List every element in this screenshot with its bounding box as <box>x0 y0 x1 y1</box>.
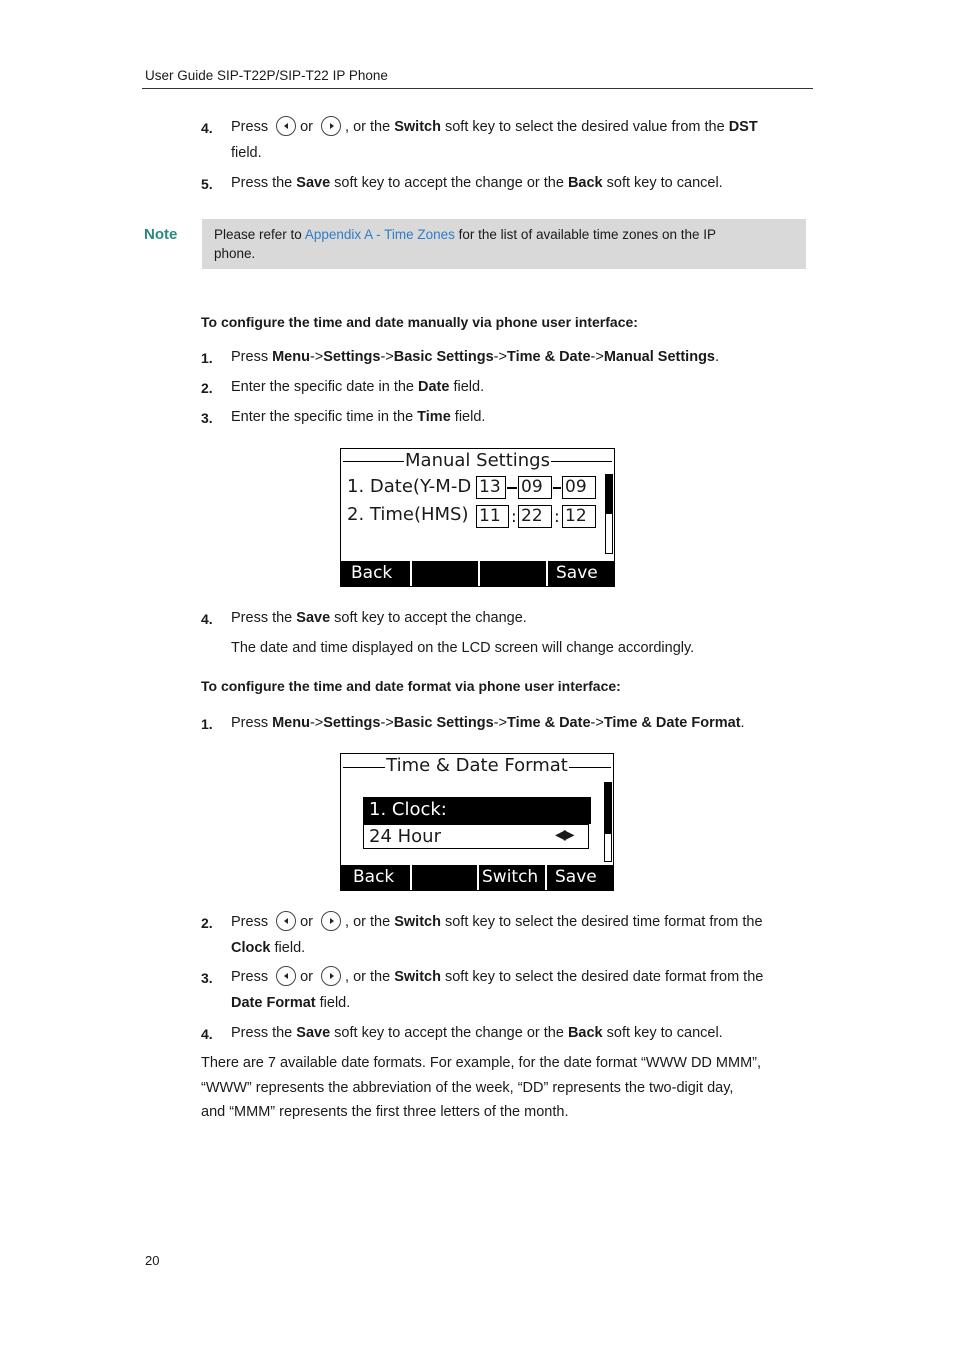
time-minute-field[interactable]: 22 <box>518 505 552 528</box>
back-softkey[interactable]: Back <box>353 867 395 887</box>
right-navigation-key-icon <box>321 966 341 986</box>
menu-path-arrow: -> <box>493 715 507 731</box>
step-text-b: soft key to accept the change or the <box>330 175 568 191</box>
date-keyword: Date <box>418 379 450 395</box>
softkey-separator <box>546 561 548 586</box>
clock-item-label: 1. Clock: <box>369 799 447 820</box>
step-text-continuation: field. <box>231 145 262 161</box>
lcd-title <box>341 450 614 471</box>
step-text-a: Press the <box>231 1025 297 1041</box>
time-separator: : <box>554 507 560 527</box>
lcd-title-text: Manual Settings <box>405 450 550 471</box>
date-format-keyword: Date Format <box>231 995 316 1011</box>
date-year-field[interactable]: 13 <box>476 476 506 499</box>
step-text-or: or <box>300 969 314 985</box>
left-right-arrows-icon: ◀▶ <box>555 827 573 843</box>
menu-path-menu: Menu <box>272 349 310 365</box>
right-navigation-key-icon <box>321 116 341 136</box>
softkey-separator <box>410 561 412 586</box>
save-keyword: Save <box>296 1025 331 1041</box>
menu-path <box>231 715 745 731</box>
step-text-rest: , or the <box>345 119 395 135</box>
save-softkey[interactable]: Save <box>556 563 598 583</box>
left-navigation-key-icon <box>276 116 296 136</box>
step-text <box>231 610 527 626</box>
step-text-continuation-end: field. <box>270 940 306 956</box>
time-hour-field[interactable]: 11 <box>476 505 509 528</box>
menu-path-timedate: Time & Date <box>506 349 591 365</box>
lcd-title <box>341 755 613 776</box>
step-number: 4. <box>201 1026 213 1042</box>
step-text-rest2: soft key to select the desired date format from the <box>440 969 764 985</box>
step-result-text: The date and time displayed on the LCD screen will change accordingly. <box>231 640 695 656</box>
left-navigation-key-icon <box>276 966 296 986</box>
right-navigation-key-icon <box>321 911 341 931</box>
step-text-c: soft key to cancel. <box>602 175 723 191</box>
menu-path-end: . <box>715 349 720 365</box>
step-number: 2. <box>201 380 213 396</box>
clock-value: 24 Hour <box>369 826 441 847</box>
menu-path-arrow: -> <box>590 715 604 731</box>
section-heading-manual: To configure the time and date manually via phone user interface: <box>201 314 638 330</box>
note-text-line2: phone. <box>214 246 256 261</box>
menu-path-basic: Basic Settings <box>393 349 494 365</box>
step-text <box>231 910 763 935</box>
softkey-separator <box>410 865 412 890</box>
section-heading-format: To configure the time and date format via phone user interface: <box>201 678 621 694</box>
step-text <box>231 175 723 191</box>
step-number: 2. <box>201 915 213 931</box>
step-text-press: Press <box>231 119 269 135</box>
step-number: 3. <box>201 410 213 426</box>
step-number: 3. <box>201 970 213 986</box>
left-navigation-key-icon <box>276 911 296 931</box>
step-text-continuation-end: field. <box>315 995 351 1011</box>
menu-path-press: Press <box>231 349 273 365</box>
date-separator <box>553 487 561 489</box>
date-row-label: 1. Date(Y-M-D <box>347 476 472 497</box>
step-text-b: soft key to accept the change or the <box>330 1025 568 1041</box>
clock-keyword: Clock <box>231 940 271 956</box>
menu-path-menu: Menu <box>272 715 310 731</box>
softkey-separator <box>477 865 479 890</box>
save-softkey[interactable]: Save <box>555 867 597 887</box>
menu-path-press: Press <box>231 715 273 731</box>
time-row-label: 2. Time(HMS) <box>347 504 469 525</box>
time-keyword: Time <box>417 409 451 425</box>
step-number: 1. <box>201 716 213 732</box>
lcd-manual-settings <box>340 448 615 587</box>
step-text-a: Enter the specific date in the <box>231 379 418 395</box>
step-text-continuation <box>231 940 305 956</box>
back-keyword: Back <box>567 1025 603 1041</box>
back-softkey[interactable]: Back <box>351 563 393 583</box>
menu-path-format: Time & Date Format <box>603 715 741 731</box>
lcd-scrollbar-thumb[interactable] <box>605 474 613 514</box>
running-header: User Guide SIP-T22P/SIP-T22 IP Phone <box>145 68 388 83</box>
switch-softkey[interactable]: Switch <box>482 867 539 887</box>
lcd-scrollbar-thumb[interactable] <box>604 782 612 834</box>
header-rule <box>142 88 813 89</box>
paragraph-line: There are 7 available date formats. For example, for the date format “WWW DD MMM”, <box>201 1055 762 1071</box>
step-text <box>231 965 763 990</box>
step-text-rest: , or the <box>345 914 395 930</box>
menu-path <box>231 349 719 365</box>
switch-keyword: Switch <box>394 969 441 985</box>
step-text-rest: , or the <box>345 969 395 985</box>
step-text-a: Press the <box>231 610 297 626</box>
step-number: 4. <box>201 611 213 627</box>
page-number: 20 <box>145 1253 160 1268</box>
menu-path-manual: Manual Settings <box>603 349 715 365</box>
softkey-bar <box>341 865 613 890</box>
time-second-field[interactable]: 12 <box>562 505 596 528</box>
step-text <box>231 379 484 395</box>
softkey-separator <box>478 561 480 586</box>
step-number: 5. <box>201 176 213 192</box>
save-keyword: Save <box>296 175 331 191</box>
step-text-c: field. <box>450 409 486 425</box>
step-number: 1. <box>201 350 213 366</box>
menu-path-arrow: -> <box>590 349 604 365</box>
date-format-paragraph <box>201 1051 821 1125</box>
softkey-separator <box>545 865 547 890</box>
menu-path-arrow: -> <box>380 349 394 365</box>
note-text-after: for the list of available time zones on the IP <box>454 227 717 242</box>
step-text <box>231 115 758 140</box>
paragraph-line: “WWW” represents the abbreviation of the week, “DD” represents the two-digit day, <box>201 1079 734 1096</box>
menu-path-end: . <box>740 715 745 731</box>
menu-path-arrow: -> <box>493 349 507 365</box>
note-text-before: Please refer to <box>214 227 305 242</box>
time-separator: : <box>511 507 517 527</box>
menu-path-settings: Settings <box>323 715 381 731</box>
step-text <box>231 409 485 425</box>
step-text-a: Enter the specific time in the <box>231 409 418 425</box>
menu-path-arrow: -> <box>309 349 324 365</box>
menu-path-arrow: -> <box>380 715 394 731</box>
paragraph-line: and “MMM” represents the first three letters of the month. <box>201 1104 569 1120</box>
step-text-rest2: soft key to select the desired value from the <box>440 119 729 135</box>
note-label: Note <box>144 226 178 243</box>
switch-keyword: Switch <box>394 119 441 135</box>
step-text-a: Press the <box>231 175 297 191</box>
dst-keyword: DST <box>728 119 758 135</box>
date-month-field[interactable]: 09 <box>518 476 552 499</box>
lcd-time-date-format <box>340 753 614 891</box>
step-text-or: or <box>300 119 314 135</box>
step-text-continuation <box>231 995 350 1011</box>
switch-keyword: Switch <box>394 914 441 930</box>
step-number: 4. <box>201 120 213 136</box>
menu-path-settings: Settings <box>323 349 381 365</box>
date-day-field[interactable]: 09 <box>562 476 596 499</box>
date-separator <box>507 487 517 489</box>
step-text <box>231 1025 723 1041</box>
step-text-rest2: soft key to select the desired time format from the <box>440 914 763 930</box>
step-text-or: or <box>300 914 314 930</box>
step-text-c: field. <box>449 379 485 395</box>
step-text-c: soft key to accept the change. <box>330 610 527 626</box>
step-text-press: Press <box>231 969 269 985</box>
note-text <box>214 225 799 263</box>
menu-path-arrow: -> <box>309 715 324 731</box>
menu-path-timedate: Time & Date <box>506 715 591 731</box>
step-text-c: soft key to cancel. <box>602 1025 723 1041</box>
step-text-press: Press <box>231 914 269 930</box>
back-keyword: Back <box>567 175 603 191</box>
softkey-bar <box>341 561 614 586</box>
save-keyword: Save <box>296 610 331 626</box>
appendix-link[interactable]: Appendix A - Time Zones <box>304 227 455 242</box>
menu-path-basic: Basic Settings <box>393 715 494 731</box>
lcd-title-text: Time & Date Format <box>386 755 568 776</box>
